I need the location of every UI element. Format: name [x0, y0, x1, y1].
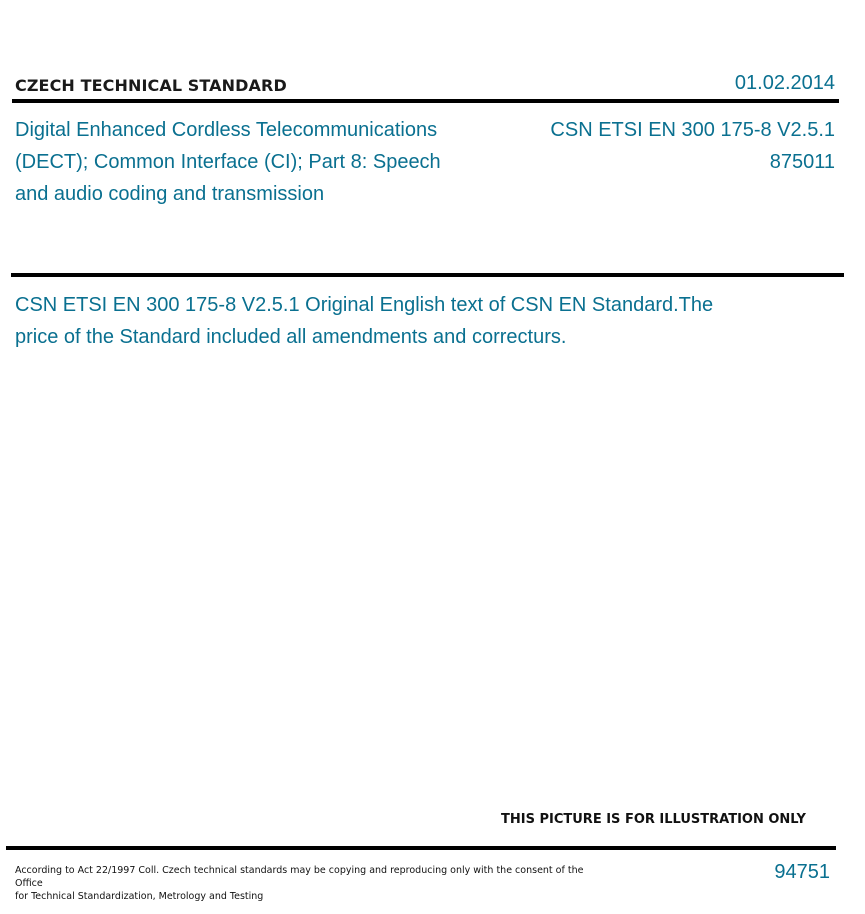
standard-code-block	[550, 114, 835, 178]
bottom-rule	[6, 846, 836, 850]
description-line: CSN ETSI EN 300 175-8 V2.5.1 Original English text of CSN EN Standard.The	[15, 294, 714, 316]
header-date: 01.02.2014	[734, 72, 835, 94]
title-line: Digital Enhanced Cordless Telecommunications	[15, 119, 438, 141]
title-line: and audio coding and transmission	[15, 183, 325, 205]
footer-legal-line: According to Act 22/1997 Coll. Czech technical standards may be copying and reproducing only with the consent of the Office	[15, 865, 584, 889]
footer-legal	[15, 864, 585, 903]
top-rule	[12, 99, 839, 103]
catalog-number: 875011	[769, 151, 835, 173]
footer-legal-line: for Technical Standardization, Metrology and Testing	[15, 891, 264, 902]
description-line: price of the Standard included all amendments and correcturs.	[15, 326, 567, 348]
description	[15, 289, 815, 353]
standard-title	[15, 114, 495, 210]
middle-rule	[11, 273, 844, 277]
standard-code: CSN ETSI EN 300 175-8 V2.5.1	[550, 119, 835, 141]
header-label: CZECH TECHNICAL STANDARD	[15, 76, 287, 95]
title-line: (DECT); Common Interface (CI); Part 8: Speech	[15, 151, 441, 173]
illustration-note: THIS PICTURE IS FOR ILLUSTRATION ONLY	[501, 812, 806, 827]
footer-number: 94751	[774, 861, 830, 883]
